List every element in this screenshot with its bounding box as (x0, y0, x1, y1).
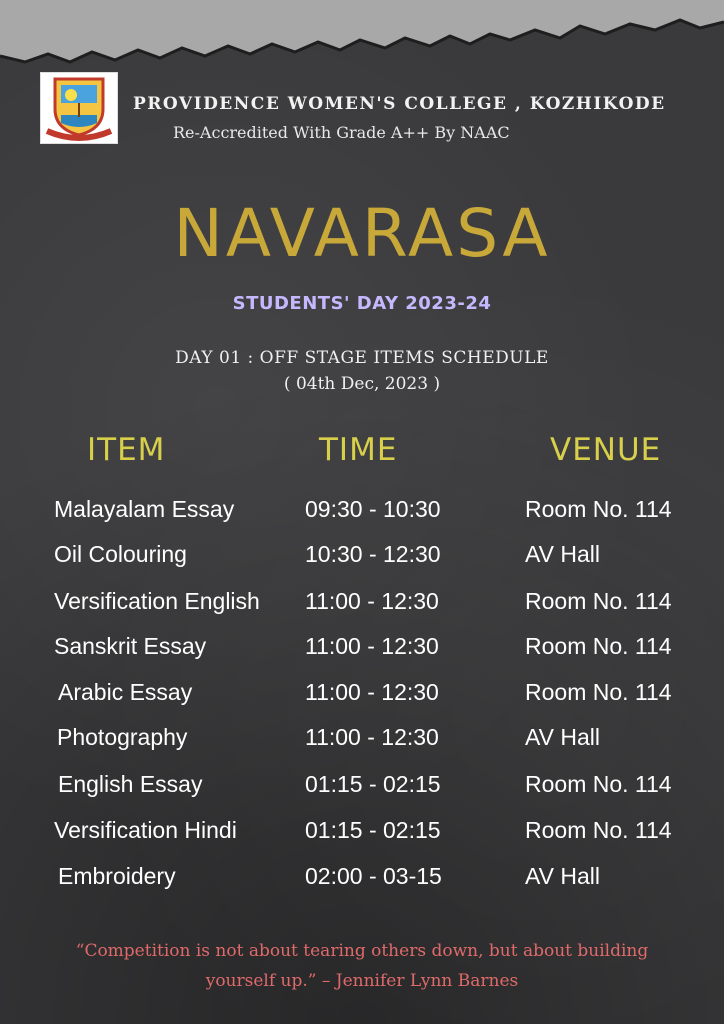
table-row (0, 817, 724, 851)
table-row (0, 863, 724, 897)
college-crest-icon (41, 73, 117, 143)
time-cell: 01:15 - 02:15 (305, 817, 441, 843)
torn-paper-edge (0, 0, 724, 70)
item-cell: Malayalam Essay (54, 496, 235, 522)
schedule-date: ( 04th Dec, 2023 ) (283, 374, 441, 394)
time-cell: 01:15 - 02:15 (305, 771, 441, 797)
time-cell: 09:30 - 10:30 (305, 496, 441, 522)
venue-cell: Room No. 114 (525, 679, 672, 705)
quote (0, 936, 724, 996)
item-column-header: ITEM (87, 432, 166, 468)
quote-line-2: yourself up.” – Jennifer Lynn Barnes (205, 971, 519, 991)
table-row (0, 588, 724, 622)
time-cell: 11:00 - 12:30 (305, 679, 439, 705)
item-cell: Photography (57, 724, 188, 750)
item-cell: English Essay (58, 771, 203, 797)
item-cell: Embroidery (58, 863, 176, 889)
item-cell: Sanskrit Essay (54, 633, 207, 659)
item-cell: Versification Hindi (54, 817, 237, 843)
venue-cell: AV Hall (525, 863, 600, 889)
table-row (0, 724, 724, 758)
venue-cell: Room No. 114 (525, 496, 672, 522)
time-cell: 10:30 - 12:30 (305, 541, 441, 567)
item-cell: Oil Colouring (54, 541, 187, 567)
venue-cell: AV Hall (525, 541, 600, 567)
time-cell: 11:00 - 12:30 (305, 588, 439, 614)
quote-line-1: “Competition is not about tearing others down, but about building (75, 941, 649, 961)
venue-cell: Room No. 114 (525, 817, 672, 843)
table-row (0, 541, 724, 575)
accreditation-text: Re-Accredited With Grade A++ By NAAC (173, 123, 510, 142)
table-row (0, 496, 724, 530)
table-row (0, 679, 724, 713)
college-logo (40, 72, 118, 144)
time-column-header: TIME (319, 432, 398, 468)
table-row (0, 771, 724, 805)
event-subtitle: STUDENTS' DAY 2023-24 (232, 293, 492, 314)
time-cell: 11:00 - 12:30 (305, 724, 439, 750)
time-cell: 02:00 - 03-15 (305, 863, 442, 889)
event-title: NAVARASA (173, 195, 551, 272)
venue-cell: Room No. 114 (525, 771, 672, 797)
venue-column-header: VENUE (550, 432, 662, 468)
time-cell: 11:00 - 12:30 (305, 633, 439, 659)
table-row (0, 633, 724, 667)
venue-cell: Room No. 114 (525, 588, 672, 614)
item-cell: Versification English (54, 588, 260, 614)
venue-cell: Room No. 114 (525, 633, 672, 659)
item-cell: Arabic Essay (58, 679, 193, 705)
college-name: PROVIDENCE WOMEN'S COLLEGE , KOZHIKODE (133, 94, 666, 114)
schedule-heading: DAY 01 : OFF STAGE ITEMS SCHEDULE (175, 348, 549, 368)
venue-cell: AV Hall (525, 724, 600, 750)
